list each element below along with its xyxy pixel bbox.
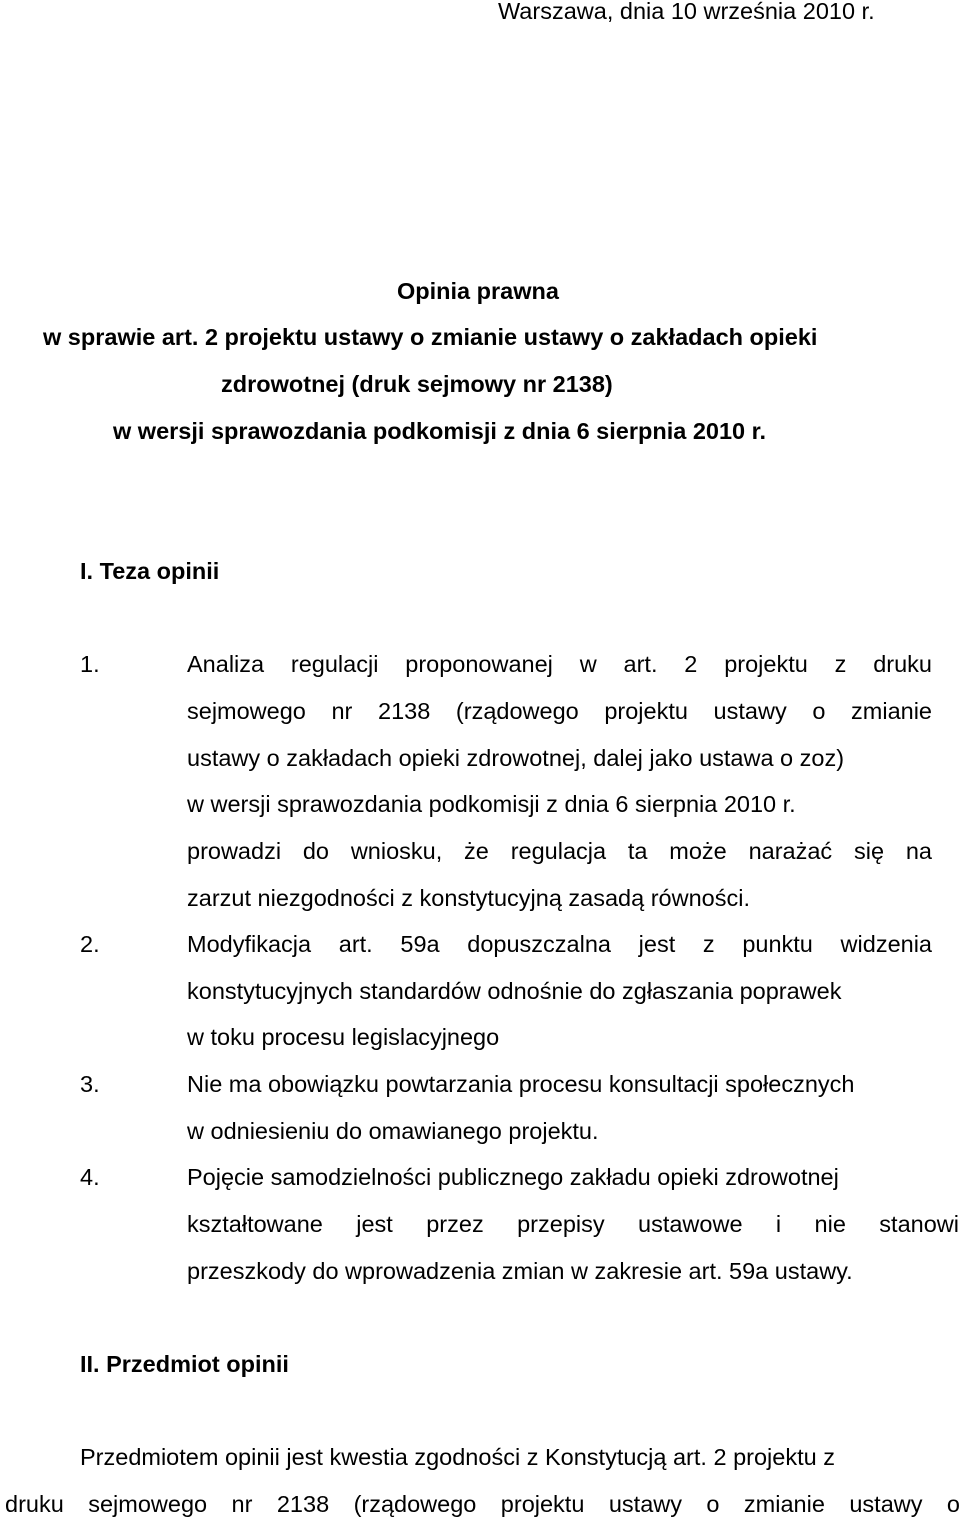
- section-heading-przedmiot: II. Przedmiot opinii: [80, 1351, 289, 1377]
- list-item-line: kształtowane jest przez przepisy ustawowe i nie stanowi: [187, 1211, 959, 1237]
- list-item-line: Nie ma obowiązku powtarzania procesu konsultacji społecznych: [187, 1071, 855, 1097]
- list-item-line: w odniesieniu do omawianego projektu.: [187, 1118, 599, 1144]
- list-item-line: przeszkody do wprowadzenia zmian w zakresie art. 59a ustawy.: [187, 1258, 853, 1284]
- section-heading-teza: I. Teza opinii: [80, 558, 220, 584]
- list-item-line: Modyfikacja art. 59a dopuszczalna jest z punktu widzenia: [187, 931, 932, 957]
- list-item-number: 1.: [80, 651, 100, 677]
- document-subtitle-line-2: zdrowotnej (druk sejmowy nr 2138): [221, 371, 613, 397]
- list-item-line: prowadzi do wniosku, że regulacja ta może narażać się na: [187, 838, 932, 864]
- list-item-line: sejmowego nr 2138 (rządowego projektu ustawy o zmianie: [187, 698, 932, 724]
- list-item-number: 4.: [80, 1164, 100, 1190]
- document-subtitle-line-1: w sprawie art. 2 projektu ustawy o zmianie ustawy o zakładach opieki: [43, 324, 818, 350]
- list-item-line: zarzut niezgodności z konstytucyjną zasadą równości.: [187, 885, 750, 911]
- list-item-line: konstytucyjnych standardów odnośnie do zgłaszania poprawek: [187, 978, 842, 1004]
- list-item-line: w toku procesu legislacyjnego: [187, 1024, 500, 1050]
- list-item-number: 3.: [80, 1071, 100, 1097]
- document-title: Opinia prawna: [397, 278, 559, 304]
- paragraph-line: Przedmiotem opinii jest kwestia zgodności z Konstytucją art. 2 projektu z: [80, 1444, 835, 1470]
- list-item-line: w wersji sprawozdania podkomisji z dnia 6 sierpnia 2010 r.: [187, 791, 796, 817]
- list-item-line: Pojęcie samodzielności publicznego zakładu opieki zdrowotnej: [187, 1164, 839, 1190]
- list-item-line: ustawy o zakładach opieki zdrowotnej, dalej jako ustawa o zoz): [187, 745, 845, 771]
- list-item-number: 2.: [80, 931, 100, 957]
- document-date: Warszawa, dnia 10 września 2010 r.: [498, 0, 875, 24]
- document-subtitle-line-3: w wersji sprawozdania podkomisji z dnia 6 sierpnia 2010 r.: [113, 418, 767, 444]
- list-item-line: Analiza regulacji proponowanej w art. 2 projektu z druku: [187, 651, 932, 677]
- paragraph-line: druku sejmowego nr 2138 (rządowego projektu ustawy o zmianie ustawy o: [5, 1491, 960, 1517]
